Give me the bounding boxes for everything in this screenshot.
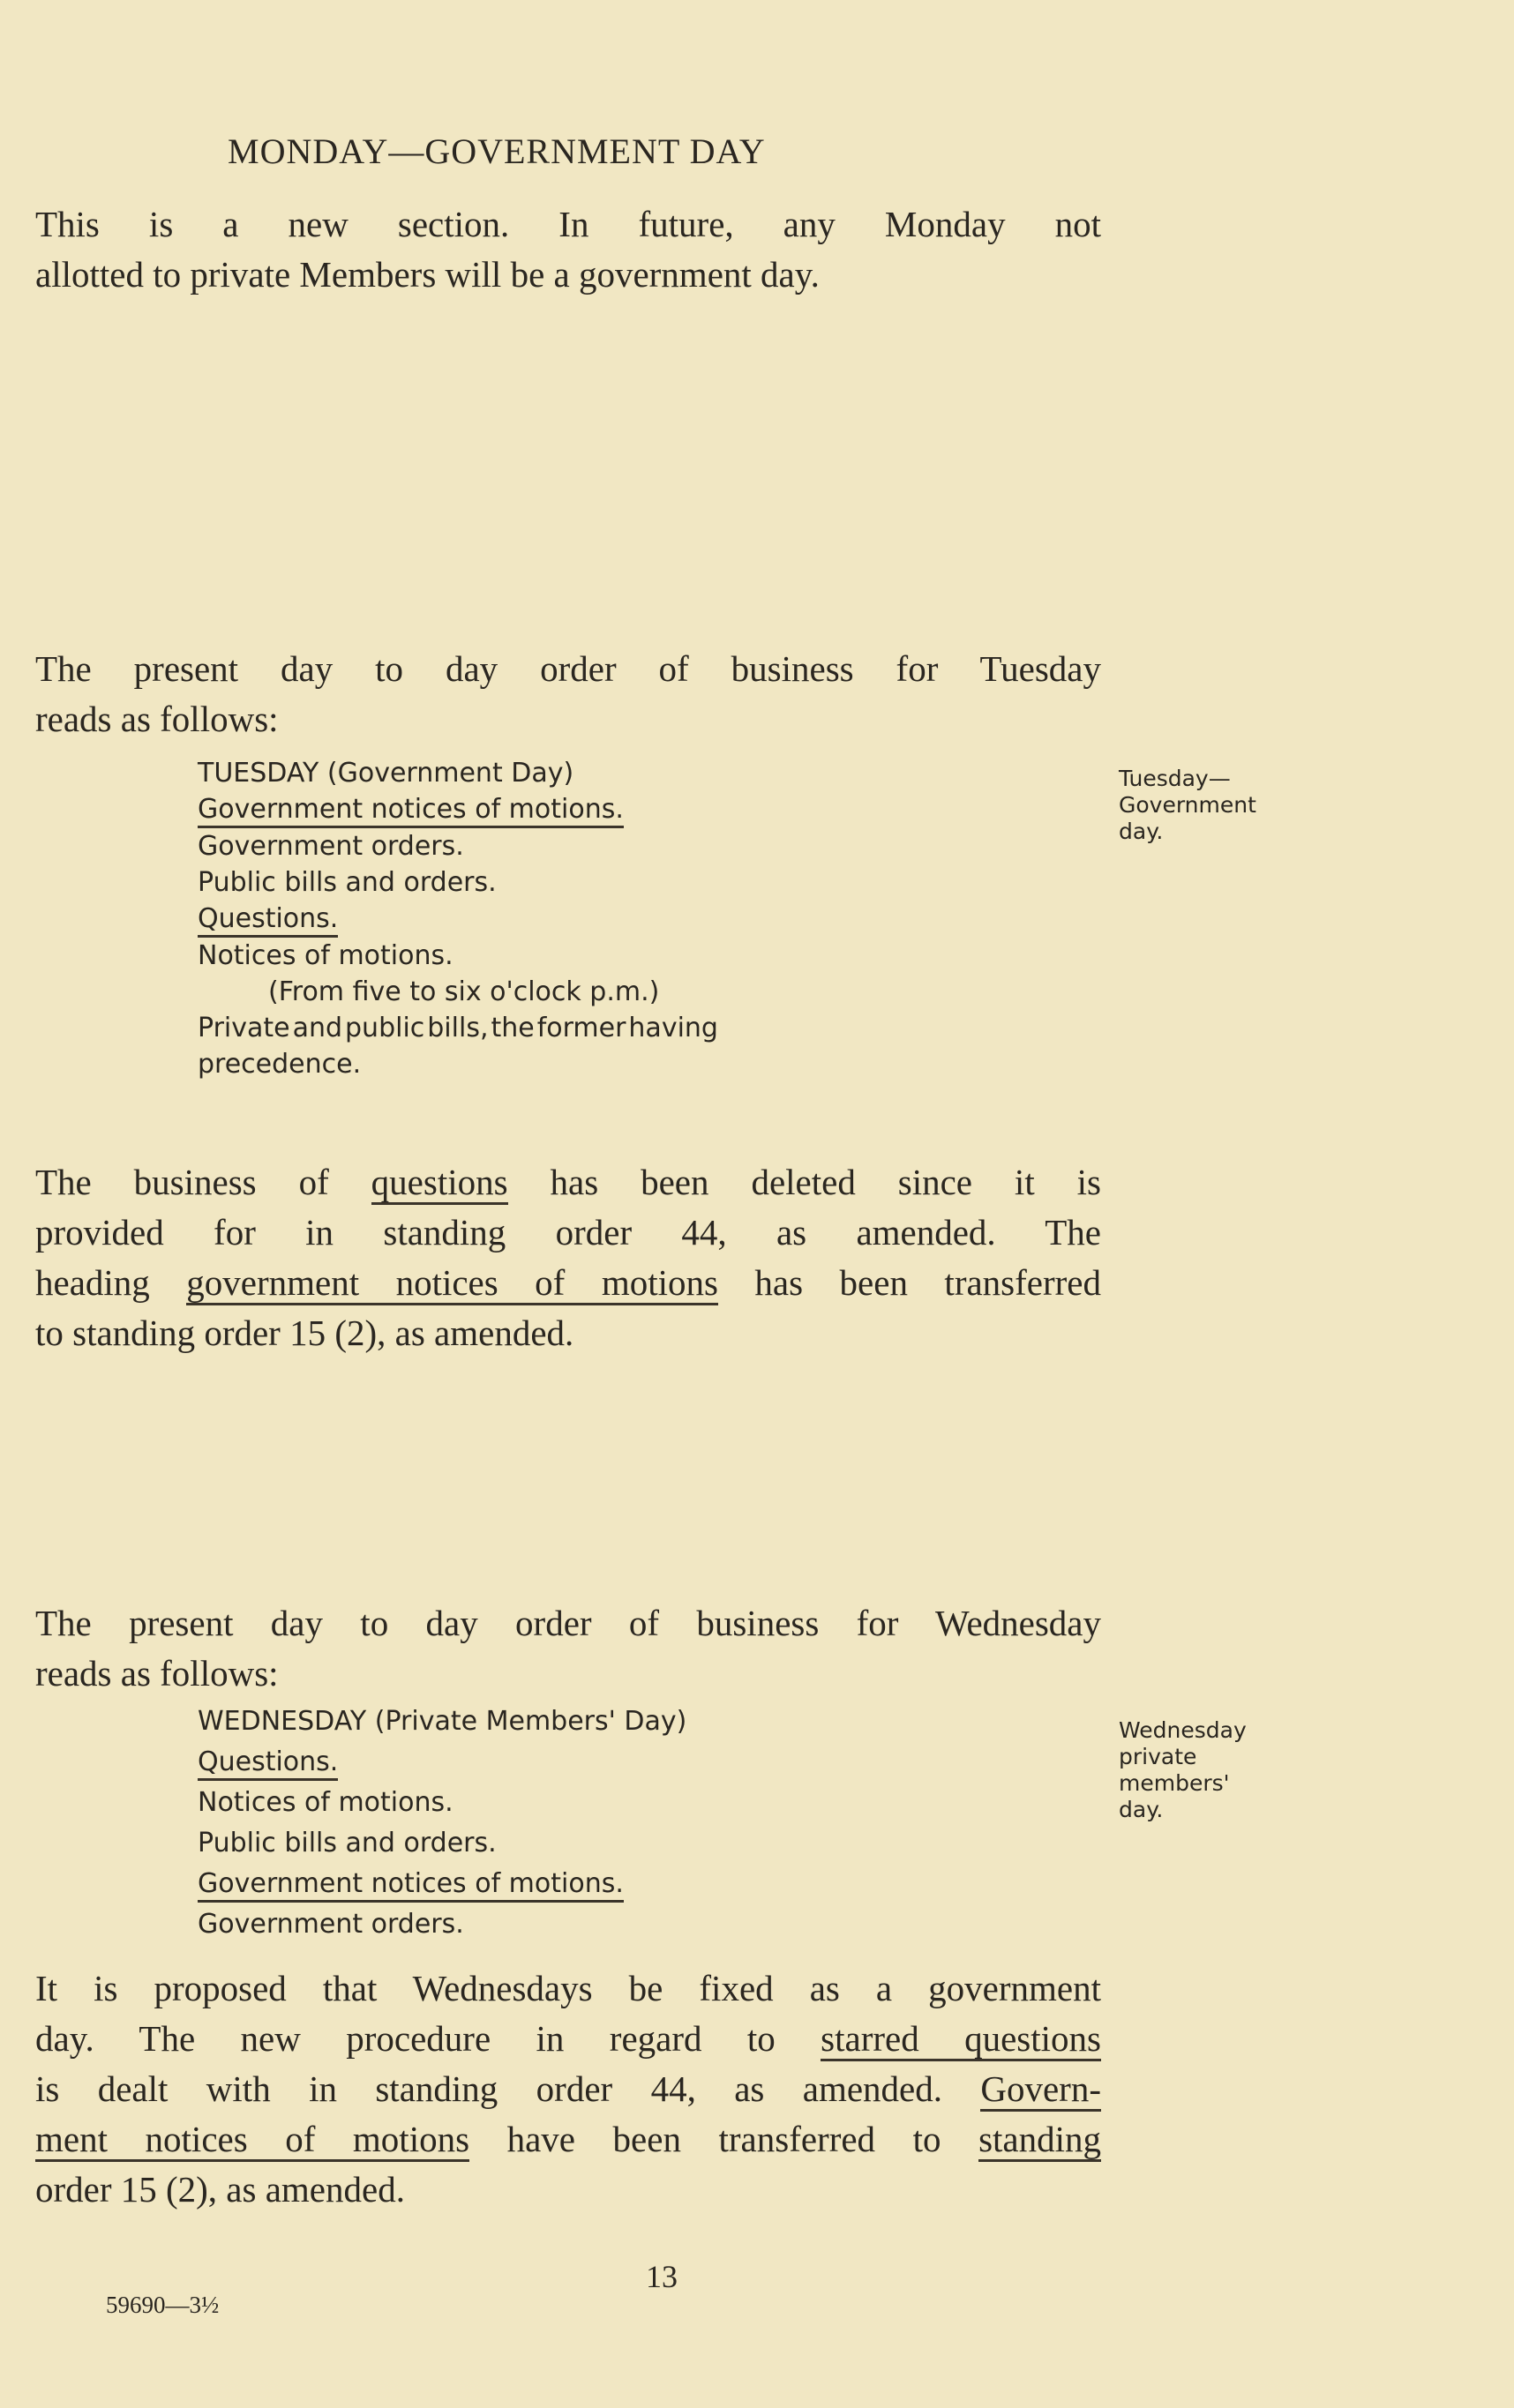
print-code: 59690—3½ xyxy=(106,2292,220,2318)
underlined-text: ment notices of motions xyxy=(35,2119,469,2162)
section-heading: MONDAY—GOVERNMENT DAY xyxy=(228,131,766,171)
margin-note-line: members' xyxy=(1119,1770,1230,1796)
underlined-text: questions xyxy=(371,1162,508,1205)
order-item: Notices of motions. xyxy=(198,940,453,971)
underlined-text: Govern- xyxy=(980,2068,1101,2112)
margin-note-line: Wednesday xyxy=(1119,1717,1247,1743)
word: public xyxy=(345,1013,425,1043)
intro-paragraph xyxy=(35,199,1101,300)
word: the xyxy=(491,1013,535,1043)
order-item: Questions. xyxy=(198,1746,338,1781)
word: former xyxy=(536,1013,626,1043)
margin-note-line: day. xyxy=(1119,1797,1164,1822)
wednesday-explanation-paragraph xyxy=(35,1963,1101,2215)
order-item: Government notices of motions. xyxy=(198,794,624,828)
word: Private xyxy=(198,1013,290,1043)
order-item: Public bills and orders. xyxy=(198,867,497,898)
order-item: Public bills and orders. xyxy=(198,1828,497,1858)
margin-note-line: private xyxy=(1119,1744,1197,1769)
margin-note-line: Government xyxy=(1119,792,1256,818)
wednesday-order-of-business xyxy=(198,1701,718,1945)
word: bills, xyxy=(427,1013,489,1043)
order-item: Notices of motions. xyxy=(198,1787,453,1818)
tuesday-explanation-paragraph xyxy=(35,1157,1101,1358)
paragraph-line: The business of questions has been deleted since it is xyxy=(35,1157,1101,1208)
wednesday-intro-paragraph xyxy=(35,1598,1101,1699)
margin-note-line: Tuesday— xyxy=(1119,766,1231,791)
order-item: Government orders. xyxy=(198,831,464,862)
underlined-text: standing xyxy=(978,2119,1101,2162)
order-item-final-end: precedence. xyxy=(198,1049,362,1080)
tuesday-order-of-business xyxy=(198,755,718,1082)
page-number: 13 xyxy=(646,2259,678,2294)
paragraph-line: The present day to day order of business for Tuesday xyxy=(35,648,1101,689)
paragraph-line: order 15 (2), as amended. xyxy=(35,2169,405,2210)
order-time-note: (From five to six o'clock p.m.) xyxy=(268,976,660,1007)
word: having xyxy=(628,1013,718,1043)
tuesday-intro-paragraph xyxy=(35,644,1101,744)
order-item: Government orders. xyxy=(198,1909,464,1940)
paragraph-line: It is proposed that Wednesdays be fixed as a government xyxy=(35,1968,1101,2008)
paragraph-line: This is a new section. In future, any Monday not xyxy=(35,204,1101,244)
paragraph-line: heading government notices of motions has been transferred xyxy=(35,1258,1101,1308)
tuesday-margin-note xyxy=(1119,766,1313,845)
underlined-text: starred questions xyxy=(821,2018,1101,2061)
order-title: WEDNESDAY (Private Members' Day) xyxy=(198,1706,687,1737)
paragraph-line: The present day to day order of business for Wednesday xyxy=(35,1603,1101,1643)
order-title: TUESDAY (Government Day) xyxy=(198,758,574,789)
paragraph-line: day. The new procedure in regard to starred questions xyxy=(35,2014,1101,2064)
paragraph-line: is dealt with in standing order 44, as amended. Govern- xyxy=(35,2064,1101,2114)
paragraph-line: reads as follows: xyxy=(35,1653,279,1694)
paragraph-line: provided for in standing order 44, as amended. The xyxy=(35,1212,1101,1253)
order-item: Questions. xyxy=(198,903,338,938)
order-item-final xyxy=(198,1010,718,1046)
paragraph-line: allotted to private Members will be a government day. xyxy=(35,254,820,295)
paragraph-line: ment notices of motions have been transferred to standing xyxy=(35,2114,1101,2165)
paragraph-line: reads as follows: xyxy=(35,699,279,739)
wednesday-margin-note xyxy=(1119,1717,1313,1823)
word: and xyxy=(292,1013,343,1043)
order-item: Government notices of motions. xyxy=(198,1868,624,1903)
margin-note-line: day. xyxy=(1119,819,1164,844)
underlined-text: government notices of motions xyxy=(186,1262,718,1305)
paragraph-line: to standing order 15 (2), as amended. xyxy=(35,1312,574,1353)
